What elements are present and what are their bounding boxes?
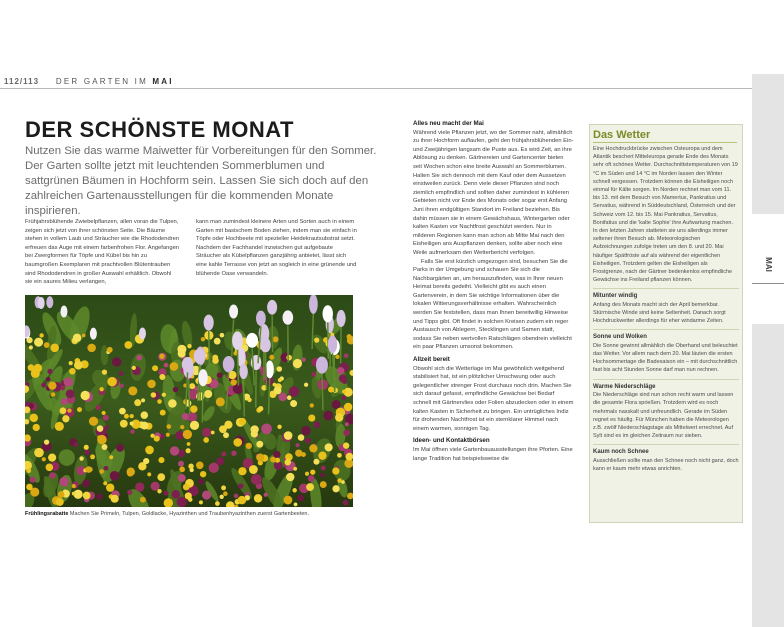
sidebar-divider <box>593 379 739 380</box>
month-tab-rule <box>752 283 784 284</box>
heading-allzeit-bereit: Allzeit bereit <box>413 356 450 364</box>
sidebar-heading: Warme Niederschläge <box>593 383 656 390</box>
paragraph-umgezogen: Falls Sie erst kürzlich umgezogen sind, besuchen Sie die Parks in der Umgebung und schauen Sie sich die Nachbargärten an, um herauszufinden, was in Ihrer neuen Heimat bereits gedeiht. Vielleicht gibt es auch einen Gartenverein, in dem Sie wichtige Informationen über die lokalen Witterungsverhältnisse erhalten. Wahrscheinlich werden Sie feststellen, dass man Ihnen bereitwillig Hinweise und Tipps gibt. Oft findet in solchen Kreisen zudem ein reger Austausch von Ablegern, Stecklingen und Samen statt, sodass Sie neben wertvollen Ratschlägen obendrein vielleicht ein paar Pflanzen umsonst bekommen. <box>413 258 572 351</box>
photo-caption <box>25 511 355 519</box>
sidebar-title: Das Wetter <box>593 129 651 141</box>
page-title: DER SCHÖNSTE MONAT <box>25 117 294 142</box>
month-tab-label: MAI <box>763 257 773 272</box>
sidebar-divider <box>593 288 739 289</box>
sidebar-intro: Eine Hochdruckbrücke zwischen Osteuropa und dem Atlantik beschert Mitteleuropa gerade Ende des Monats sehr oft schönes Wetter. Durchschnittstemperaturen von 19 °C im Süden und 14 °C im Norden lassen den Winter schnell vergessen. Trotzdem können die Eisheiligen noch einmal für Kälte sorgen. Im Norden rechnet man vom 11. bis 13. mit dem Besuch von Mamertus, Pankratius und Servatius, während in Süddeutschland, Österreich und der Schweiz vom 12. bis 15. Mai Pankratius, Servatius, Bonifatius und die 'kalte Sophie' ihre Aufwartung machen. In den letzten Jahren statteten sie uns allerdings immer seltener ihren Besuch ab. Meteorologischen Aufzeichnungen zufolge treten um den 8. und 20. Mai häufiger Spätfröste auf als während der eigentlichen Eisheiligen. Trotzdem gelten die Eisheiligen als Frostgrenze, nach der Gärtner bedenkenlos empfindliche Gewächse ins Freiland pflanzen können. <box>593 146 738 284</box>
body-column-1: Frühjahrsblühende Zwiebelpflanzen, allen voran die Tulpen, zeigen sich jetzt von ihrer schönsten Seite. Die Bäume stehen in vollem Laub und Sträucher wie die Rhododendren erfreuen das Auge mit einem farbenfrohen Flor. Angefangen bei Zwergformen für Töpfe und Kübel bis hin zu baumgroßen Exemplaren mit prachtvollen Blütentrauben sind Rhododendren in großer Auswahl erhältlich. Obwohl sie ein saures Milieu verlangen, <box>25 219 180 286</box>
sidebar-heading: Mitunter windig <box>593 293 638 300</box>
intro-text: Nutzen Sie das warme Maiwetter für Vorbereitungen für den Sommer. Der Garten sollte jetzt mit leuchtenden Sommerblumen und sattgrünen Bäumen in Hochform sein. Lassen Sie sich doch auf den zahlreichen Gartenausstellungen für die kommenden Monate inspirieren. <box>25 145 377 217</box>
sidebar-text: Anfang des Monats macht sich der April bemerkbar. Stürmische Winde sind keine Seltenheit. Danach sorgt Hochdruckwetter allerdings für eher windarme Zeiten. <box>593 301 726 325</box>
sidebar-text: Die Sonne gewinnt allmählich die Oberhand und beleuchtet das Wetter. Vor allem nach dem 20. Mai läuten die ersten Hochsommertage die Badesaison ein – mit durchschnittlich fast bis acht Stunden Sonne darf man nun rechnen. <box>593 342 738 374</box>
section-month: MAI <box>152 77 174 86</box>
sidebar-heading: Kaum noch Schnee <box>593 449 649 456</box>
paragraph-ideenboersen: Im Mai öffnen viele Gartenbauausstellungen ihre Pforten. Eine lange Tradition hat beispielsweise die <box>413 446 573 462</box>
sidebar-text: Ausschließen sollte man den Schnee noch nicht ganz, doch kann er kaum mehr etwas anrichten. <box>593 457 739 472</box>
paragraph-allzeit-bereit: Obwohl sich die Wetterlage im Mai gewöhnlich weitgehend stabilisiert hat, ist ein plötzlicher Umschwung oder auch gelegentlicher strenger Frost durchaus noch drin. Machen Sie sich darauf gefasst, empfindliche Gewächse bei Bedarf schnell mit Gärtnervlies oder Folien abzudecken oder in einem kalten Kasten in Sicherheit zu bringen. Ein untrügliches Indiz für drohenden Nachtfrost ist ein sternklarer Himmel nach einem warmen, sonnigen Tag. <box>413 365 574 432</box>
caption-text: Machen Sie Primeln, Tulpen, Goldlacke, Hyazinthen und Traubenhyazinthen zuerst Gartenbeeten. <box>68 511 310 517</box>
flowerbed-photo <box>25 295 353 507</box>
flowerbed-illustration <box>25 295 353 507</box>
sidebar-divider <box>593 444 739 445</box>
body-column-3 <box>413 120 574 463</box>
heading-ideenboersen: Ideen- und Kontaktbörsen <box>413 437 490 445</box>
sidebar-divider <box>593 329 739 330</box>
sidebar-title-rule <box>593 142 737 143</box>
paragraph-alles-neu: Während viele Pflanzen jetzt, wo der Sommer naht, allmählich zu ihrer Hochform auflaufen, geht den frühjahrsblühenden Ein- und Zweijährigen langsam die Puste aus. Es wird Zeit, an ihre Ablösung zu denken. Gärtnereien und Gartencenter bieten seit Wochen schon eine breite Auswahl an Sommerblumen. Halten Sie sich dennoch mit dem Kauf oder dem Aussetzen einstweilen zurück. Denn viele dieser Pflanzen sind noch ziemlich empfindlich und sollten daher zumindest in kühleren Gebieten nicht vor Ende des Monats oder sogar erst Anfang Juni ihren endgültigen Standort im Freiland beziehen. Bis dahin müssen sie in einem Gewächshaus, Wintergarten oder kalten Kasten vor Nachtfrost geschützt werden. Nur in milderen Regionen kann man schon ab Mitte Mai nach den Eisheiligen ans Auspflanzen denken, sollte aber noch eine Weile aufmerksam den Wetterbericht verfolgen. <box>413 129 574 256</box>
heading-alles-neu: Alles neu macht der Mai <box>413 120 484 127</box>
body-column-2: kann man zumindest kleinere Arten und Sorten auch in einem Garten mit basischem Boden ziehen, indem man sie einfach in Töpfe oder Hochbeete mit spezieller Heidekrautsubstrat setzt. Nachdem der Fachhandel inzwischen gut aufgebaute Sträucher als Kübelpflanzen ganzjährig anbietet, lässt sich eine kahle Terrasse von jetzt an sogleich in eine grünende und blühende Oase verwandeln. <box>196 219 357 277</box>
month-tab-strip <box>752 74 784 627</box>
sidebar-body <box>593 145 739 473</box>
sidebar-text: Die Niederschläge sind nun schon recht warm und lassen die gesamte Flora sprießen. Trotzdem wird es noch mehrmals nasskalt und unfreundlich. Gerade im Süden regnet es häufig. Für München haben die Meteorologen z.B. zwölf Niederschlagstage als Mittelwert errechnet. Auf Sylt sind es im gleichen Zeitraum nur sieben. <box>593 392 734 440</box>
page-header <box>4 77 174 86</box>
section-prefix: DER GARTEN IM <box>55 77 148 86</box>
page-numbers: 112/113 <box>4 77 40 86</box>
caption-title: Frühlingsrabatte <box>25 511 69 517</box>
header-rule <box>0 88 752 89</box>
sidebar-heading: Sonne und Wolken <box>593 334 647 341</box>
